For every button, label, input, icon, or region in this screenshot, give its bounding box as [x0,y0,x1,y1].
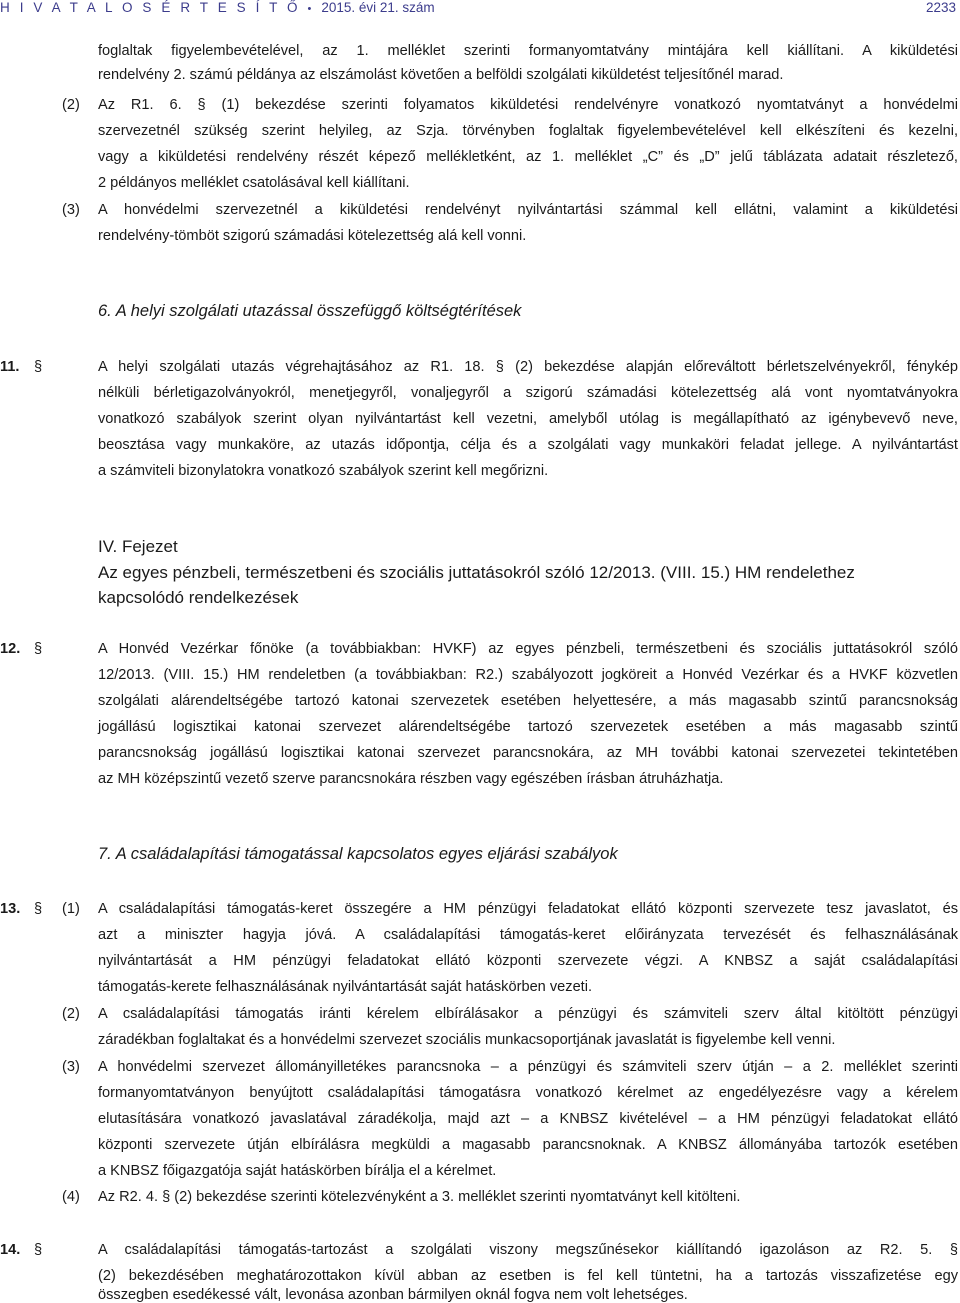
text-line: az MH középszintű vezető szerve parancsnokára részben vagy egészében írásban átruházhatja. [98,771,724,787]
text-line: Az R2. 4. § (2) bekezdése szerinti kötelezvényként a 3. melléklet szerinti nyomtatványt kell kitölteni. [98,1189,741,1205]
text-line: a számviteli bizonylatokra vonatkozó szabályok szerint kell megőrizni. [98,463,549,479]
text-line: beosztása vagy munkaköre, az utazás időpontja, célja és a szolgálati vagy munkaköri feladat jellege. A nyilvántartást [98,437,958,453]
paragraph-number: 12. [0,641,21,657]
text-line: rendelvény 2. számú példánya az elszámolást követően a belföldi szolgálati kiküldetést teljesítőnél marad. [98,67,784,83]
text-line: 12/2013. (VIII. 15.) HM rendeletben (a továbbiakban: R2.) szabályozott jogköreit a Honvéd Vezérkar és a HVKF közvetlen [98,667,958,683]
section-sign: § [34,359,43,375]
text-line: A családalapítási támogatás iránti kérelem elbírálásakor a pénzügyi és számviteli szerv által kitöltött pénzügyi [98,1006,958,1022]
section-sign: § [34,901,43,917]
text-line: A Honvéd Vezérkar főnöke (a továbbiakban: HVKF) az egyes pénzbeli, természetbeni és szociális juttatásokról szóló [98,641,958,657]
section-6-title: 6. A helyi szolgálati utazással összefüggő költségtérítések [98,302,522,320]
text-line: a KNBSZ főigazgatója saját hatáskörben bírálja el a kérelmet. [98,1163,497,1179]
section-sign: § [34,1242,43,1258]
text-line: foglaltak figyelembevételével, az 1. melléklet szerinti formanyomtatvány mintájára kell kiállítani. A kiküldetési [98,43,958,59]
subsection-number: (2) [62,97,80,113]
text-line: A honvédelmi szervezetnél a kiküldetési rendelvényt nyilvántartási számmal kell ellátni, valamint a kiküldetési [98,202,958,218]
chapter-title-line: Az egyes pénzbeli, természetbeni és szociális juttatásokról szóló 12/2013. (VIII. 15.) HM rendelethez [98,563,855,582]
text-line: parancsnokság jogállású logisztikai katonai szervezet parancsnokára, az MH további katonai szervezetei tekintetében [98,745,958,761]
subsection-number: (3) [62,1059,80,1075]
text-line: elutasítására vonatkozó javaslatával záradékolja, majd azt – a KNBSZ kivételével – a HM pénzügyi feladatokat ellátó [98,1111,958,1127]
text-line: 2 példányos melléklet csatolásával kell kiállítani. [98,175,410,191]
text-line: nyilvántartását a HM pénzügyi feladatokat ellátó központi szervezete végzi. A KNBSZ a saját családalapítási [98,953,958,969]
page-header [0,0,960,20]
text-line: A családalapítási támogatás-tartozást a szolgálati viszony megszűnésekor kiállítandó igazoláson az R2. 5. § [98,1242,958,1258]
text-line: formanyomtatványon benyújtott családalapítási támogatásra vonatkozó kérelmet az engedélyezésre vagy a kérelem [98,1085,958,1101]
subsection-number: (4) [62,1189,80,1205]
text-line: záradékban foglaltakat és a honvédelmi szervezet szociális munkacsoportjának javaslatát is figyelembe kell venni. [98,1032,836,1048]
chapter-label: IV. Fejezet [98,537,178,556]
text-line: nélküli bérletigazolványokról, menetjegyről, vonaljegyről a szigorú számadási kötelezettség alá vont nyomtatványokra [98,385,958,401]
section-sign: § [34,641,43,657]
text-line: támogatás-kerete felhasználásának nyilvántartását saját hatáskörben vezeti. [98,979,593,995]
text-line: A családalapítási támogatás-keret összegére a HM pénzügyi feladatokat ellátó központi szervezete tesz javaslatot, és [98,901,958,917]
section-7-title: 7. A családalapítási támogatással kapcsolatos egyes eljárási szabályok [98,845,618,863]
text-line: vonatkozó szabályok szerint olyan nyilvántartást kell vezetni, amelyből utólag is megállapítható az igénybevevő neve, [98,411,958,427]
publication-name: H I V A T A L O S É R T E S Í T Ő [0,0,301,15]
text-line: összegben esedékessé vált, levonása azonban bármilyen oknál fogva nem volt lehetséges. [98,1287,688,1303]
text-line: (2) bekezdésében meghatározottakon kívül abban az esetben is fel kell tüntetni, ha a tartozás visszafizetése egy [98,1268,958,1284]
text-line: szolgálati alárendeltségébe tartozó katonai szervezetek esetében helyettesére, a más magasabb szintű parancsnokság [98,693,958,709]
paragraph-number: 13. [0,901,21,917]
text-line: vagy a kiküldetési rendelvény részét képező mellékletként, az 1. melléklet „C” és „D” jelű táblázata adatait részletező, [98,149,958,165]
subsection-number: (3) [62,202,80,218]
paragraph-number: 14. [0,1242,21,1258]
publication-header [0,0,435,15]
paragraph-number: 11. [0,359,20,375]
subsection-number: (1) [62,901,80,917]
text-line: A honvédelmi szervezet állományilletékes parancsnoka – a pénzügyi és számviteli szerv útján – a 2. melléklet szerinti [98,1059,958,1075]
subsection-number: (2) [62,1006,80,1022]
text-line: azt a miniszter hagyja jóvá. A családalapítási támogatás-keret előirányzata tervezését és felhasználásának [98,927,958,943]
text-line: rendelvény-tömböt szigorú számadási kötelezettség alá kell vonni. [98,228,527,244]
text-line: Az R1. 6. § (1) bekezdése szerinti folyamatos kiküldetési rendelvényre vonatkozó nyomtatványt a honvédelmi [98,97,958,113]
text-line: jogállású logisztikai katonai szervezet alárendeltségébe tartozó szervezetek esetében a más magasabb szintű [98,719,958,735]
text-line: A helyi szolgálati utazás végrehajtásához az R1. 18. § (2) bekezdése alapján előreváltott bérletszelvényekről, fénykép [98,359,958,375]
text-line: szervezetnél szükség szerint helyileg, az Szja. törvényben foglaltak figyelembevételével kell elkészíteni és kezelni, [98,123,958,139]
chapter-title-line: kapcsolódó rendelkezések [98,588,299,607]
text-line: központi szervezete útján elbírálásra megküldi a magasabb parancsnoknak. A KNBSZ állományába tartozók esetében [98,1137,958,1153]
issue-label: 2015. évi 21. szám [321,0,435,15]
header-separator-dot: • [307,3,315,15]
page-number: 2233 [925,0,956,15]
